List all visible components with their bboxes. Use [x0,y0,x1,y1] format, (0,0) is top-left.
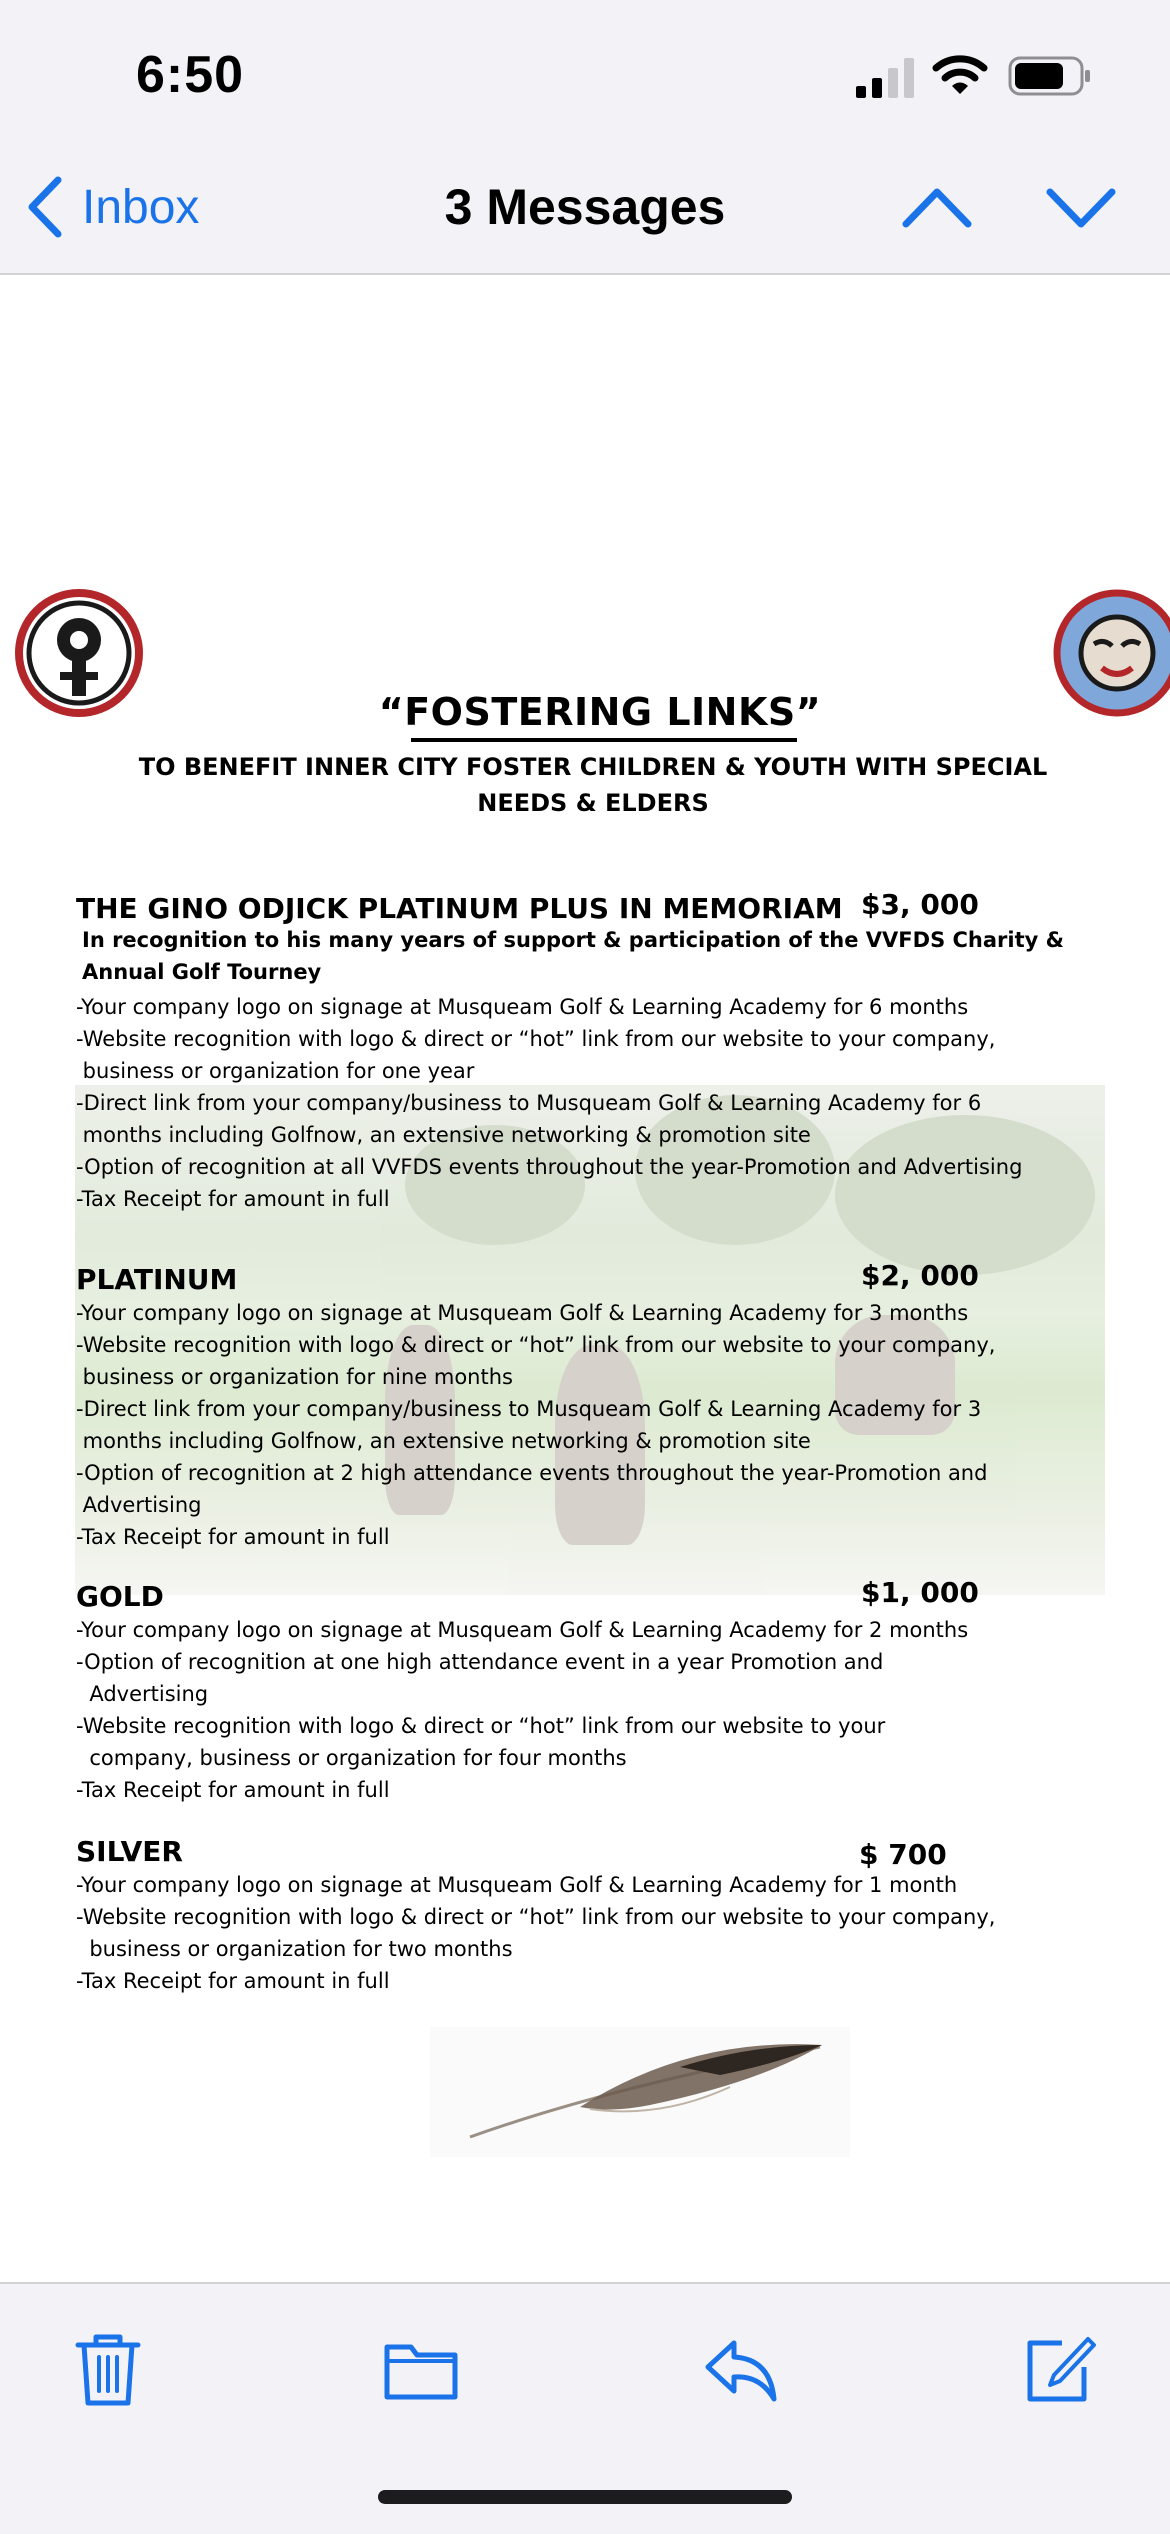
tier-name: THE GINO ODJICK PLATINUM PLUS IN MEMORIAM [76,892,843,925]
tier-name: SILVER [76,1835,183,1868]
benefit-line: -Tax Receipt for amount in full [76,1187,390,1211]
tier-price: $1, 000 [861,1576,979,1609]
flyer-title: “FOSTERING LINKS” [378,690,822,734]
folder-icon[interactable] [381,2329,461,2409]
tier-name: GOLD [76,1580,164,1613]
tier-price: $2, 000 [861,1259,979,1292]
tier-benefits [76,1297,995,1553]
flyer-subtitle: TO BENEFIT INNER CITY FOSTER CHILDREN & YOUTH WITH SPECIAL NEEDS & ELDERS [138,753,1048,817]
feather-image [430,2027,850,2157]
message-attachment-image [0,275,1170,2270]
status-time: 6:50 [136,46,245,104]
benefit-line: -Your company logo on signage at Musqueam Golf & Learning Academy for 3 months [76,1301,969,1325]
benefit-line: -Website recognition with logo & direct or “hot” link from our website to your [76,1714,886,1738]
chevron-up-icon[interactable] [900,182,974,232]
tier-benefits [76,991,1022,1215]
benefit-line: -Tax Receipt for amount in full [76,1778,390,1802]
benefit-line: -Tax Receipt for amount in full [76,1525,390,1549]
wifi-icon [932,52,988,98]
benefit-line: -Direct link from your company/business to Musqueam Golf & Learning Academy for 6 [76,1091,982,1115]
benefit-line: -Your company logo on signage at Musqueam Golf & Learning Academy for 2 months [76,1618,969,1642]
tier-benefits [76,1869,995,1997]
nav-title: 3 Messages [444,179,726,235]
home-indicator[interactable] [378,2490,792,2504]
battery-icon [1008,56,1092,96]
compose-icon[interactable] [1018,2329,1098,2409]
benefit-line: business or organization for one year [76,1059,475,1083]
tier-price: $ 700 [859,1838,947,1871]
tier-name: PLATINUM [76,1263,238,1296]
benefit-line: Advertising [76,1493,202,1517]
benefit-line: business or organization for nine months [76,1365,513,1389]
signal-icon [856,58,914,98]
chevron-down-icon[interactable] [1044,182,1118,232]
tier-price: $3, 000 [861,888,979,921]
benefit-line: -Website recognition with logo & direct or “hot” link from our website to your company, [76,1333,996,1357]
benefit-line: -Tax Receipt for amount in full [76,1969,390,1993]
benefit-line: months including Golfnow, an extensive networking & promotion site [76,1123,811,1147]
benefit-line: -Your company logo on signage at Musqueam Golf & Learning Academy for 6 months [76,995,969,1019]
benefit-line: -Option of recognition at 2 high attendance events throughout the year-Promotion and [76,1461,988,1485]
tier-benefits [76,1614,968,1806]
benefit-line: -Your company logo on signage at Musqueam Golf & Learning Academy for 1 month [76,1873,958,1897]
benefit-line: -Option of recognition at all VVFDS events throughout the year-Promotion and Advertising [76,1155,1023,1179]
title-underline [411,738,797,742]
trash-icon[interactable] [68,2329,148,2409]
status-bar [0,0,1170,150]
back-label: Inbox [82,180,200,234]
benefit-line: company, business or organization for four months [76,1746,627,1770]
benefit-line: -Website recognition with logo & direct or “hot” link from our website to your company, [76,1905,996,1929]
benefit-line: -Option of recognition at one high attendance event in a year Promotion and [76,1650,884,1674]
benefit-line: -Direct link from your company/business to Musqueam Golf & Learning Academy for 3 [76,1397,982,1421]
benefit-line: -Website recognition with logo & direct or “hot” link from our website to your company, [76,1027,996,1051]
nav-bar [0,150,1170,275]
benefit-line: months including Golfnow, an extensive networking & promotion site [76,1429,811,1453]
benefit-line: business or organization for two months [76,1937,513,1961]
reply-icon[interactable] [700,2329,780,2409]
tier-note: In recognition to his many years of support & participation of the VVFDS Charity & Annual Golf Tourney [82,928,1064,984]
benefit-line: Advertising [76,1682,209,1706]
